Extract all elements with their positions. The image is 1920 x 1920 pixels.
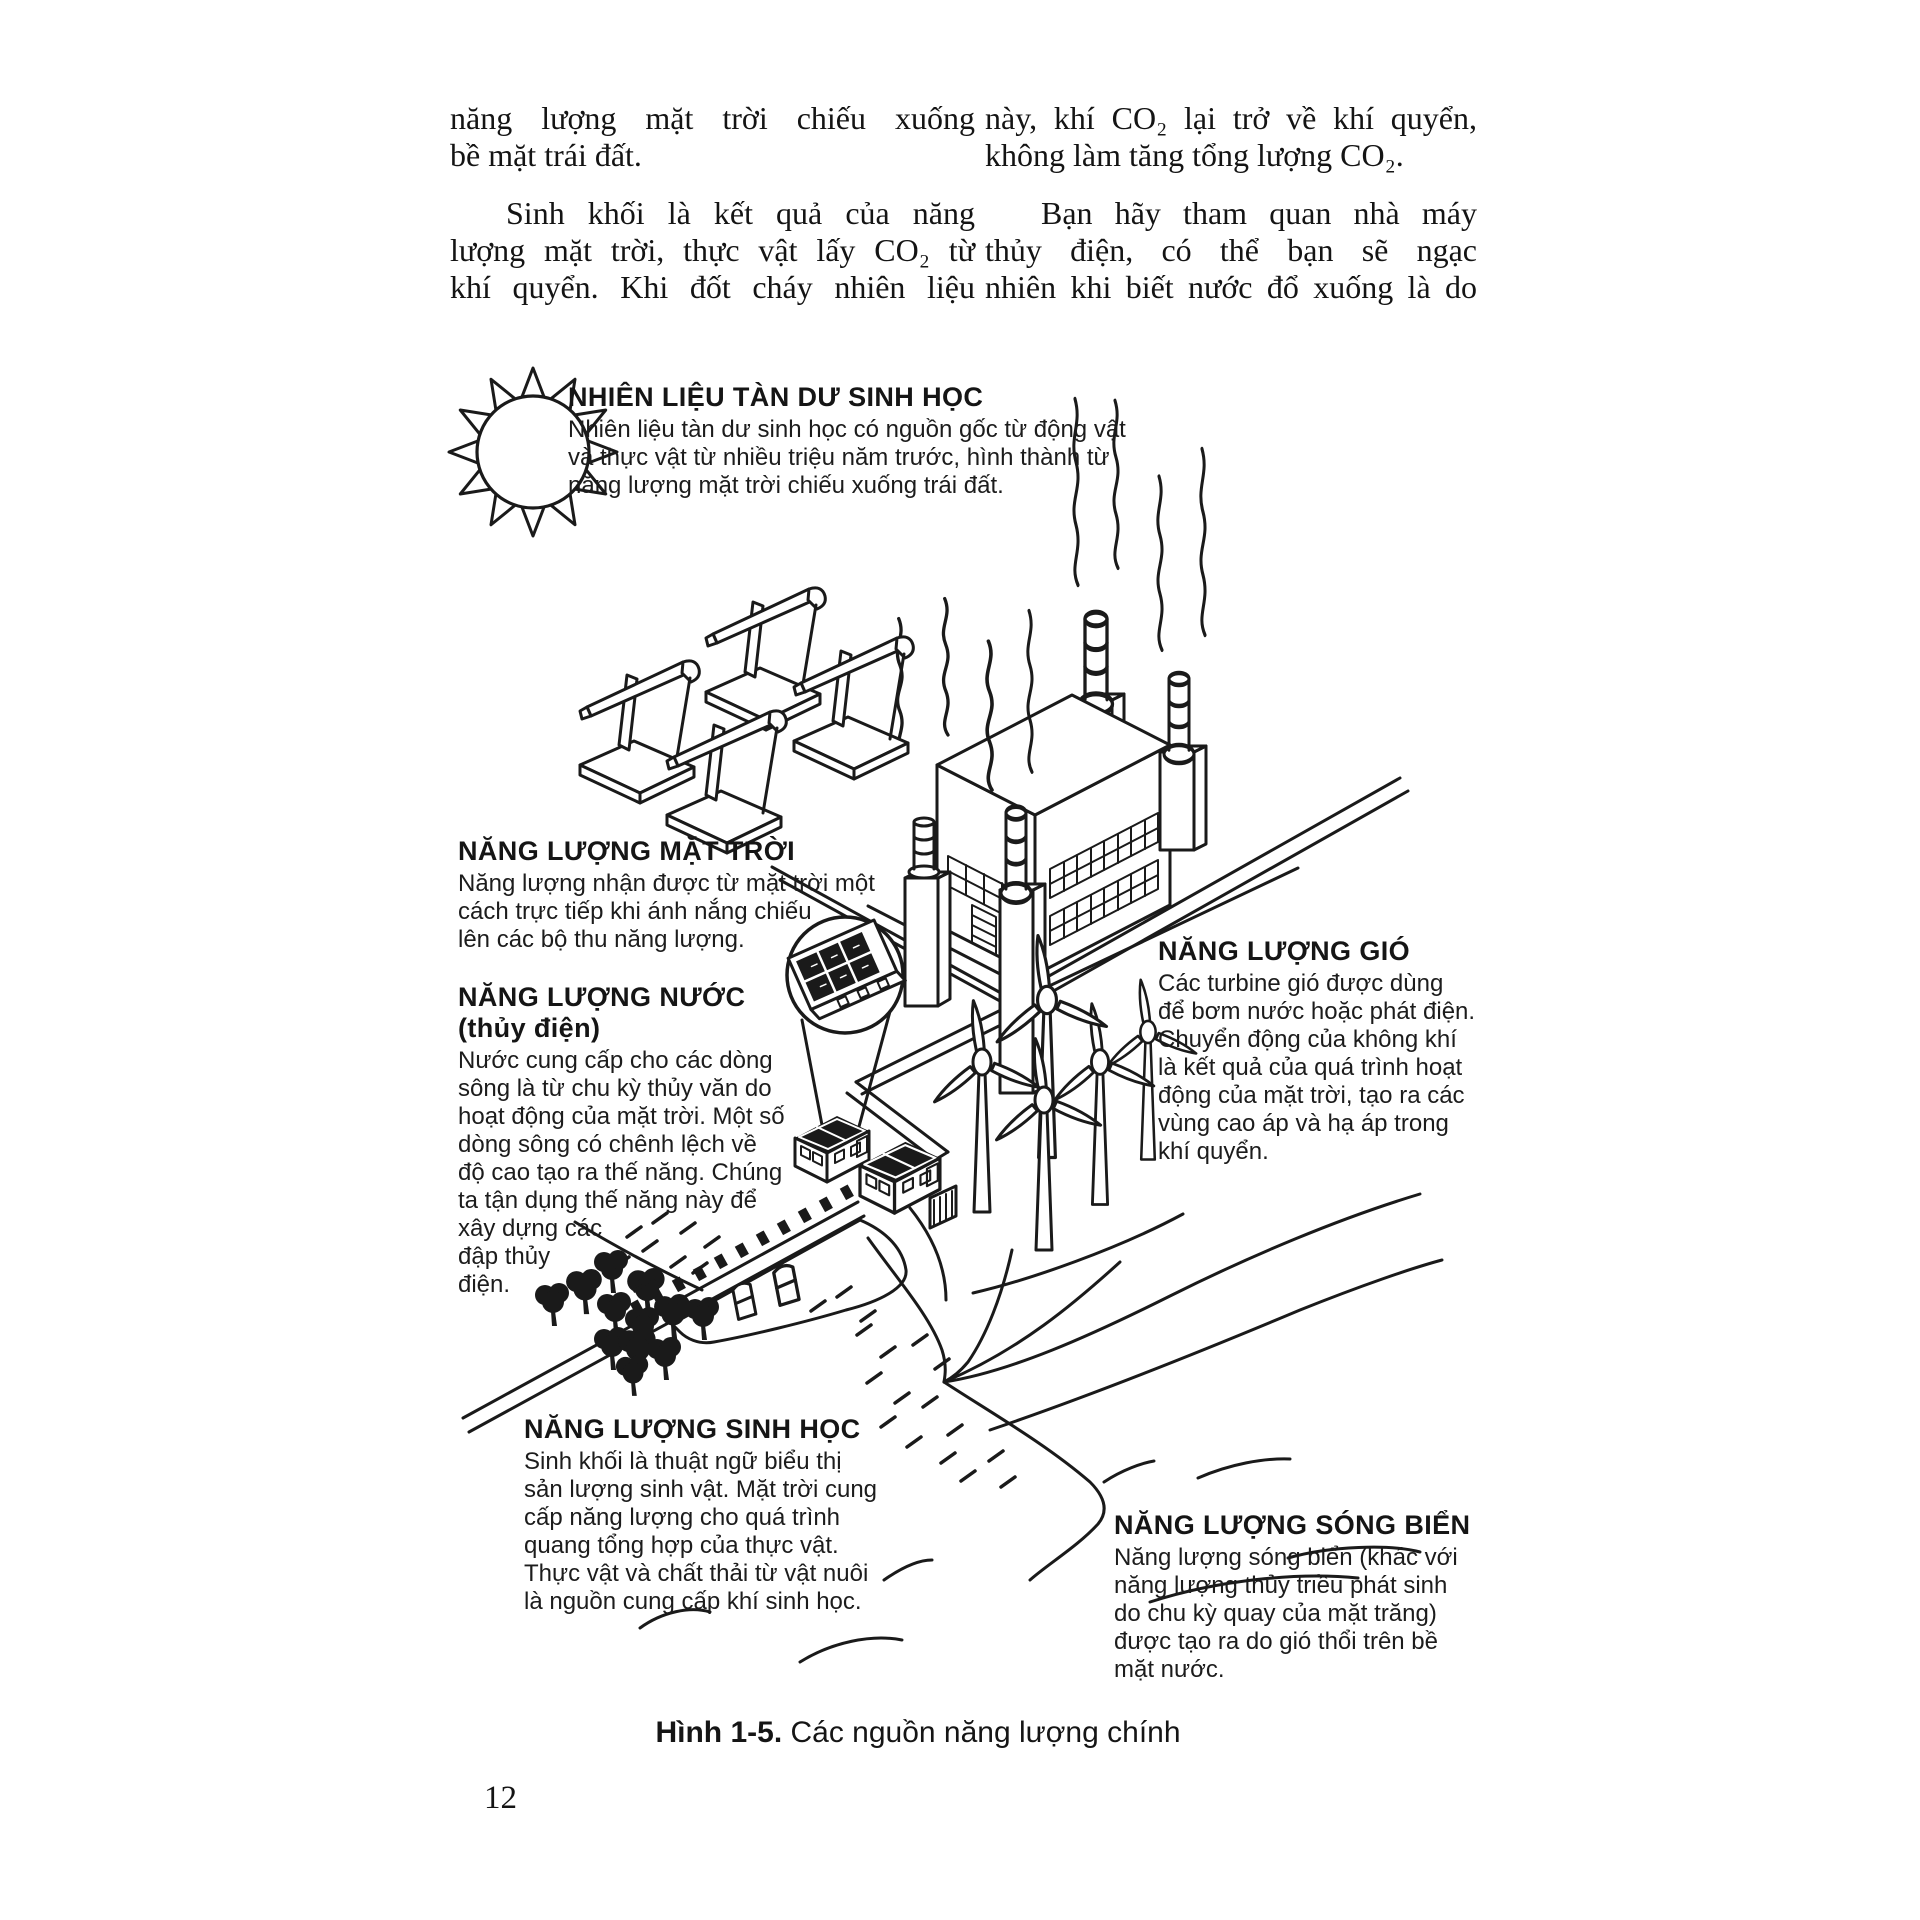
figure-caption-text: Các nguồn năng lượng chính bbox=[782, 1716, 1181, 1749]
label-solar-energy-title: NĂNG LƯỢNG MẶT TRỜI bbox=[458, 836, 796, 866]
label-bio-energy bbox=[524, 1414, 877, 1616]
label-fossil-fuel bbox=[568, 382, 1126, 500]
label-hydro-energy-body: Nước cung cấp cho các dòng sông là từ chu kỳ thủy văn do hoạt động của mặt trời. Một số dòng sông có chênh lệch về độ cao tạo ra thế năng. Chúng ta tận dụng thế năng này để xây dựng các đập thủy điện. bbox=[458, 1047, 785, 1298]
label-fossil-fuel-title: NHIÊN LIỆU TÀN DƯ SINH HỌC bbox=[568, 382, 984, 412]
left-column bbox=[450, 100, 975, 306]
house-icons bbox=[795, 1116, 956, 1228]
label-wind-energy bbox=[1158, 936, 1475, 1166]
label-fossil-fuel-body: Nhiên liệu tàn dư sinh học có nguồn gốc từ động vật và thực vật từ nhiều triệu năm trước, hình thành từ năng lượng mặt trời chiếu xuống trái đất. bbox=[568, 416, 1126, 499]
paragraph: năng lượng mặt trời chiếu xuống bề mặt trái đất. bbox=[450, 100, 975, 173]
wind-turbine-icons bbox=[919, 928, 1199, 1250]
label-solar-energy-body: Năng lượng nhận được từ mặt trời một cách trực tiếp khi ánh nắng chiếu lên các bộ thu năng lượng. bbox=[458, 870, 875, 953]
oil-pump-icons bbox=[580, 588, 913, 853]
paragraph: này, khí CO₂ lại trở về khí quyển, không làm tăng tổng lượng CO₂. bbox=[985, 100, 1477, 173]
label-hydro-energy-title: NĂNG LƯỢNG NƯỚC bbox=[458, 982, 746, 1012]
page-number: 12 bbox=[484, 1780, 517, 1816]
label-bio-energy-body: Sinh khối là thuật ngữ biểu thị sản lượng sinh vật. Mặt trời cung cấp năng lượng cho quá trình quang tổng hợp của thực vật. Thực vật và chất thải từ vật nuôi là nguồn cung cấp khí sinh học. bbox=[524, 1448, 878, 1615]
right-column bbox=[985, 100, 1477, 306]
figure-caption bbox=[438, 1716, 1398, 1750]
paragraph: Sinh khối là kết quả của năng lượng mặt trời, thực vật lấy CO₂ từ khí quyển. Khi đốt cháy nhiên liệu bbox=[450, 195, 975, 305]
label-wave-energy-body: Năng lượng sóng biển (khác với năng lượng thủy triều phát sinh do chu kỳ quay của mặt trăng) được tạo ra do gió thổi trên bề mặt nước. bbox=[1114, 1544, 1458, 1683]
label-solar-energy bbox=[458, 836, 875, 954]
label-wave-energy-title: NĂNG LƯỢNG SÓNG BIỂN bbox=[1114, 1510, 1471, 1540]
label-bio-energy-title: NĂNG LƯỢNG SINH HỌC bbox=[524, 1414, 861, 1444]
label-hydro-energy-subtitle: (thủy điện) bbox=[458, 1013, 601, 1043]
figure-caption-number: Hình 1-5. bbox=[655, 1716, 783, 1749]
label-hydro-energy bbox=[458, 982, 785, 1299]
label-wind-energy-body: Các turbine gió được dùng để bơm nước hoặc phát điện. Chuyển động của không khí là kết quả của quá trình hoạt động của mặt trời, tạo ra các vùng cao áp và hạ áp trong khí quyển. bbox=[1158, 970, 1476, 1165]
label-wave-energy bbox=[1114, 1510, 1470, 1684]
paragraph: Bạn hãy tham quan nhà máy thủy điện, có thể bạn sẽ ngạc nhiên khi biết nước đổ xuống là do bbox=[985, 195, 1477, 305]
label-wind-energy-title: NĂNG LƯỢNG GIÓ bbox=[1158, 936, 1411, 966]
